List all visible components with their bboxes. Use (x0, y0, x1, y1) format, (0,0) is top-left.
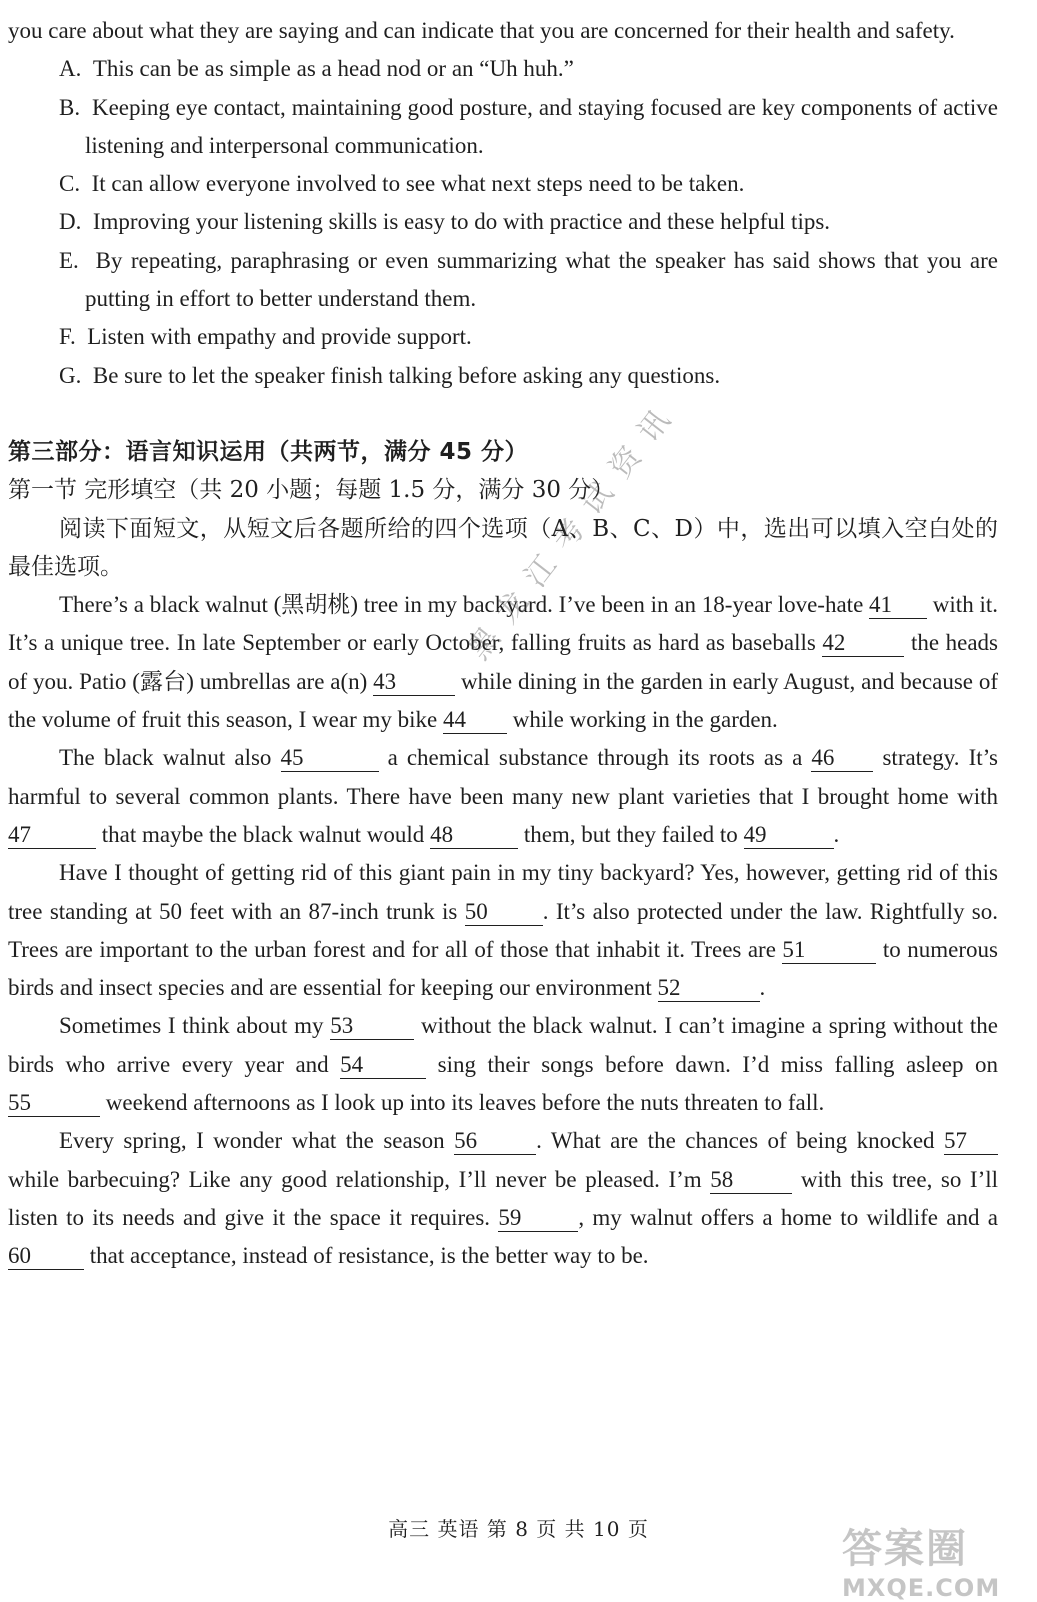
option-d: D. Improving your listening skills is easy to do with practice and these helpful tips. (59, 209, 831, 235)
section-subheading: 第一节 完形填空（共 20 小题；每题 1.5 分，满分 30 分） (8, 477, 615, 504)
site-logo-url: MXQE.COM (842, 1574, 1001, 1602)
passage-paragraph-3: Have I thought of getting rid of this giant pain in my tiny backyard? Yes, however, getting rid of this tree standing at 50 feet with an 87-inch trunk is 50 . It’s also protected under the law. Rightfully so. Trees are important to the urban forest and for all of those that inhabit it. Trees are 51 to numerous birds and insect species and are essential for keeping our environment 52 . (8, 860, 999, 1001)
option-b: B. Keeping eye contact, maintaining good posture, and staying focused are key components of active listening and interpersonal communication. (59, 94, 998, 158)
blank-42[interactable]: 42 (822, 630, 904, 657)
blank-49[interactable]: 49 (744, 822, 834, 849)
site-logo (842, 1517, 1027, 1602)
site-logo-name: 答案圈 (842, 1526, 968, 1572)
blank-45[interactable]: 45 (281, 745, 379, 772)
blank-58[interactable]: 58 (710, 1167, 792, 1194)
blank-55[interactable]: 55 (8, 1090, 100, 1117)
blank-60[interactable]: 60 (8, 1243, 84, 1270)
exam-page (8, 12, 998, 1276)
section-instructions: 阅读下面短文，从短文后各题所给的四个选项（A、B、C、D）中，选出可以填入空白处的最佳选项。 (8, 515, 998, 580)
blank-48[interactable]: 48 (430, 822, 518, 849)
blank-41[interactable]: 41 (869, 592, 927, 619)
passage-paragraph-2: The black walnut also 45 a chemical substance through its roots as a 46 strategy. It’s harmful to several common plants. There have been many new plant varieties that I brought home with 47 that maybe the black walnut would 48 them, but they failed to 49 . (8, 745, 998, 847)
section-heading: 第三部分：语言知识运用（共两节，满分 45 分） (8, 438, 529, 465)
intro-paragraph: you care about what they are saying and can indicate that you are concerned for their health and safety. (8, 18, 955, 43)
blank-54[interactable]: 54 (340, 1052, 426, 1079)
passage-paragraph-5: Every spring, I wonder what the season 56 . What are the chances of being knocked 57 while barbecuing? Like any good relationship, I’ll never be pleased. I’m 58 with this tree, so I’ll listen to its needs and give it the space it requires. 59 , my walnut offers a home to wildlife and a 60 that acceptance, instead of resistance, is the better way to be. (8, 1128, 999, 1269)
option-a: A. This can be as simple as a head nod or an “Uh huh.” (59, 56, 574, 82)
blank-43[interactable]: 43 (373, 669, 455, 696)
passage-paragraph-4: Sometimes I think about my 53 without the black walnut. I can’t imagine a spring without the birds who arrive every year and 54 sing their songs before dawn. I’d miss falling asleep on 55 weekend afternoons as I look up into its leaves before the nuts threaten to fall. (8, 1013, 999, 1116)
exam-watermark: 黑龙江考试资讯 (461, 391, 688, 667)
blank-59[interactable]: 59 (498, 1205, 578, 1232)
blank-52[interactable]: 52 (658, 975, 760, 1002)
option-e: E. By repeating, paraphrasing or even summarizing what the speaker has said shows that you are putting in effort to better understand them. (59, 247, 998, 312)
option-g: G. Be sure to let the speaker finish talking before asking any questions. (59, 362, 721, 388)
option-f: F. Listen with empathy and provide support. (59, 324, 472, 350)
passage-paragraph-1: There’s a black walnut (黑胡桃) tree in my backyard. I’ve been in an 18-year love-hate 41 with it. It’s a unique tree. In late September or early October, falling fruits as hard as baseballs 42 the heads of you. Patio (露台) umbrellas are a(n) 43 while dining in the garden in early August, and because of the volume of fruit this season, I wear my bike 44 while working in the garden. (8, 592, 998, 733)
blank-44[interactable]: 44 (443, 707, 507, 734)
page-footer: 高三 英语 第 8 页 共 10 页 (388, 1517, 649, 1541)
blank-46[interactable]: 46 (811, 745, 873, 772)
blank-47[interactable]: 47 (8, 822, 96, 849)
blank-53[interactable]: 53 (330, 1013, 414, 1040)
options-list (8, 50, 998, 395)
blank-50[interactable]: 50 (465, 899, 543, 926)
option-c: C. It can allow everyone involved to see what next steps need to be taken. (59, 171, 745, 197)
blank-57[interactable]: 57 (944, 1128, 998, 1155)
blank-51[interactable]: 51 (782, 937, 876, 964)
blank-56[interactable]: 56 (454, 1128, 536, 1155)
